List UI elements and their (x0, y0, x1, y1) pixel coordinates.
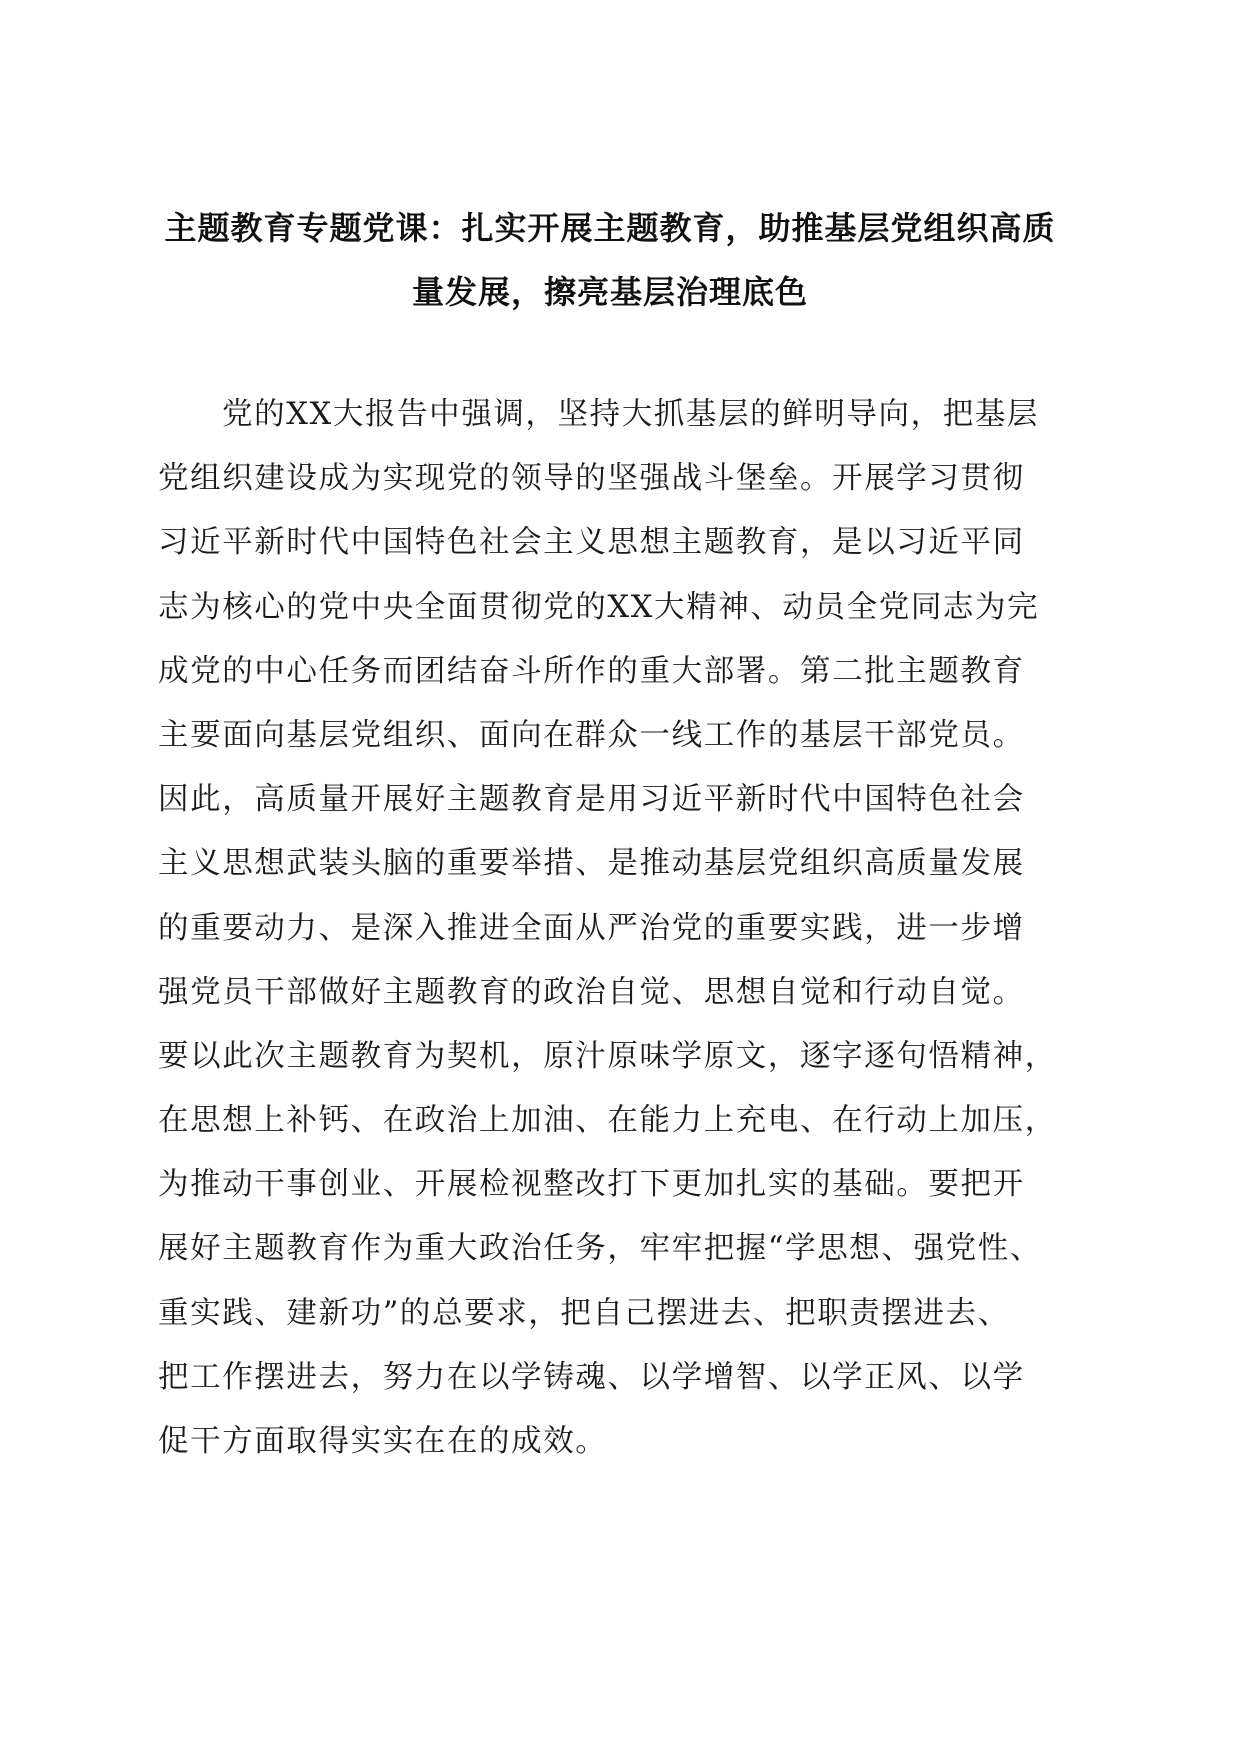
title-line-2: 量发展，擦亮基层治理底色 (411, 273, 808, 311)
body-line: 成党的中心任务而团结奋斗所作的重大部署。第二批主题教育 (158, 653, 1025, 689)
body-line: 展好主题教育作为重大政治任务，牢牢把握“学思想、强党性、 (158, 1231, 1042, 1267)
body-line: 志为核心的党中央全面贯彻党的XX大精神、动员全党同志为完 (158, 589, 1040, 625)
body-line: 主义思想武装头脑的重要举措、是推动基层党组织高质量发展 (158, 846, 1025, 882)
body-line: 因此，高质量开展好主题教育是用习近平新时代中国特色社会 (158, 782, 1025, 818)
body-line: 党组织建设成为实现党的领导的坚强战斗堡垒。开展学习贯彻 (158, 461, 1025, 497)
body-line: 在思想上补钙、在政治上加油、在能力上充电、在行动上加压， (158, 1103, 1057, 1139)
body-line: 促干方面取得实实在在的成效。 (158, 1424, 608, 1459)
body-line: 重实践、建新功”的总要求，把自己摆进去、把职责摆进去、 (158, 1295, 1010, 1331)
body-line: 习近平新时代中国特色社会主义思想主题教育，是以习近平同 (158, 525, 1025, 561)
body-line: 把工作摆进去，努力在以学铸魂、以学增智、以学正风、以学 (158, 1359, 1025, 1395)
body-line: 主要面向基层党组织、面向在群众一线工作的基层干部党员。 (158, 717, 1025, 753)
body-line: 党的XX大报告中强调，坚持大抓基层的鲜明导向，把基层 (222, 397, 1040, 432)
body-paragraph (158, 383, 1088, 1474)
body-line: 为推动干事创业、开展检视整改打下更加扎实的基础。要把开 (158, 1167, 1025, 1203)
title-line-1: 主题教育专题党课：扎实开展主题教育，助推基层党组织高质 (164, 209, 1056, 247)
body-line: 强党员干部做好主题教育的政治自觉、思想自觉和行动自觉。 (158, 974, 1025, 1010)
body-line: 的重要动力、是深入推进全面从严治党的重要实践，进一步增 (158, 910, 1025, 946)
document-title (150, 196, 1070, 324)
body-line: 要以此次主题教育为契机，原汁原味学原文，逐字逐句悟精神， (158, 1038, 1057, 1074)
